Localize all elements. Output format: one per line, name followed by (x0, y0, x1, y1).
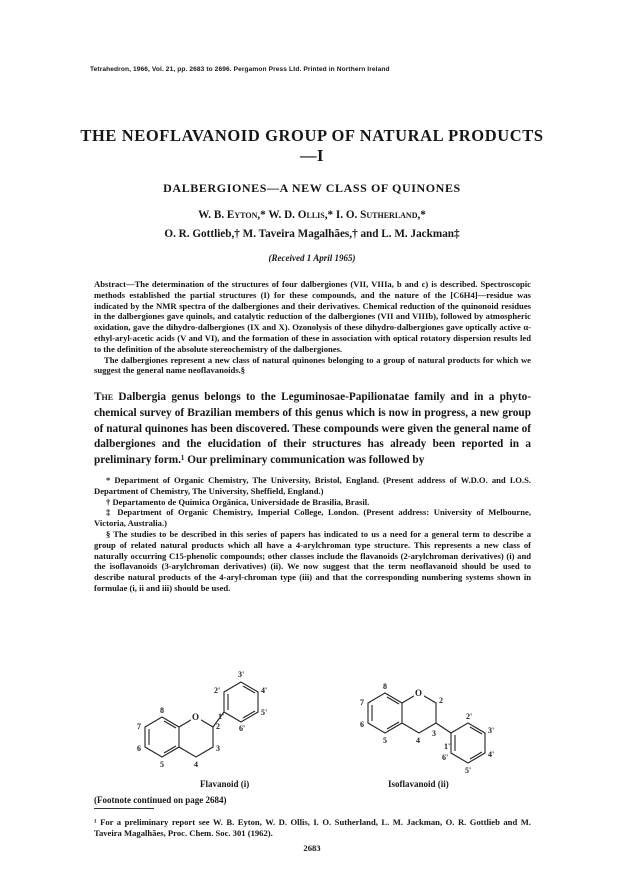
footnote-continued-note: (Footnote continued on page 2684) (94, 795, 227, 805)
author-line-1: W. B. Eyton,* W. D. Ollis,* I. O. Sutherland,* (198, 209, 426, 221)
dropcap-word: The (94, 391, 114, 403)
isoflavanoid-label-2: 2 (439, 696, 443, 705)
flavanoid-label-3p: 3' (238, 670, 245, 679)
isoflavanoid-label-7: 7 (360, 698, 364, 707)
flavanoid-label-5: 5 (160, 760, 164, 769)
flavanoid-label-4p: 4' (261, 686, 268, 695)
abstract (94, 279, 531, 376)
footnote-divider (94, 808, 154, 809)
author-list (80, 206, 544, 244)
flavanoid-label-7: 7 (137, 722, 141, 731)
footnote-1: * Department of Organic Chemistry, The University, Bristol, England. (Present address of W.D.O. and I.O.S. Department of Chemistry, The University, Sheffield, England.) (94, 475, 531, 496)
isoflavanoid-label-6p: 6' (442, 753, 449, 762)
footnote-4: § The studies to be described in this series of papers has indicated to us a need for a general term to describe a group of related natural products which all have a 4-arylchroman type structure. This represents a new class of naturally occurring C15-phenolic compounds; other classes include the flavanoids (2-arylchroman derivatives) (i) and the isoflavanoids (3-arylchroman derivatives) (ii). We now suggest that the term neoflavanoid should be used to describe natural products of the 4-aryl-chroman type (iii) and that the corresponding numbering systems shown in formulae (i, ii and iii) should be used. (94, 528, 531, 593)
flavanoid-label-3: 3 (216, 744, 220, 753)
author-line-2: O. R. Gottlieb,† M. Taveira Magalhães,† and L. M. Jackman‡ (164, 228, 460, 240)
flavanoid-label-2: 2 (216, 722, 220, 731)
footnotes (94, 475, 531, 594)
chemical-structures (100, 663, 540, 778)
isoflavanoid-label-8: 8 (383, 682, 387, 691)
received-prefix: (Received (268, 253, 307, 263)
flavanoid-label-5p: 5' (261, 708, 268, 717)
flavanoid-oxygen-label: O (192, 712, 200, 722)
isoflavanoid-caption: Isoflavanoid (ii) (388, 779, 449, 789)
flavanoid-label-4: 4 (194, 760, 198, 769)
footnote-3: ‡ Department of Organic Chemistry, Imperial College, London. (Present address: University of Melbourne, Victoria, Australia.) (94, 507, 531, 529)
journal-header: Tetrahedron, 1966, Vol. 21, pp. 2683 to 2696. Pergamon Press Ltd. Printed in Northern Ireland (90, 66, 390, 73)
intro-text: Dalbergia genus belongs to the Leguminosae-Papilionatae family and in a phyto-chemical survey of Brazilian members of this genus which is now in progress, a new group of natural quinones has been discovered. These compounds were given the general name of dalbergiones and the elucidation of their structures has already been reported in a preliminary form.¹ Our preliminary communication was followed by (94, 391, 531, 467)
flavanoid-label-1p: 1' (218, 712, 225, 721)
page-number: 2683 (303, 843, 321, 853)
reference-list (94, 817, 531, 839)
isoflavanoid-oxygen-label: O (415, 688, 423, 698)
abstract-paragraph-1 (94, 279, 531, 355)
received-date (80, 253, 544, 263)
reference-1: ¹ For a preliminary report see W. B. Eyton, W. D. Ollis, I. O. Sutherland, L. M. Jackman, O. R. Gottlieb and M. Taveira Magalhães, Proc. Chem. Soc. 301 (1962). (94, 817, 531, 838)
received-date-value: 1 April 1965) (306, 253, 356, 263)
isoflavanoid-label-5: 5 (383, 736, 387, 745)
body-paragraph (94, 390, 531, 469)
intro-paragraph (94, 390, 531, 469)
isoflavanoid-label-3: 3 (432, 729, 436, 738)
isoflavanoid-label-4p: 4' (488, 750, 495, 759)
flavanoid-label-8: 8 (160, 706, 164, 715)
abstract-text: —The determination of the structures of four dalbergiones (VII, VIIIa, b and c) is described. Spectroscopic methods established the partial structures (I) for these compounds, and the nature of the [C6H4]—residue was indicated by the NMR spectra of the dalbergiones and their derivatives. Chemical reduction of the quinonoid residues in the dalbergiones gave quinols, and catalytic reduction of the dalbergiones (VII and VIIIb), followed by atmospheric oxidation, gave the dihydro-dalbergiones (IX and X). Ozonolysis of these dihydro-dalbergiones gave optically active α-ethyl-aryl-acetic acids (V and VI), and the formation of these in association with optical rotatory dispersion results led to the definition of the absolute stereochemistry of the dalbergiones. (94, 279, 531, 354)
abstract-paragraph-2: The dalbergiones represent a new class of natural quinones belonging to a group of natural products for which we suggest the general name neoflavanoids.§ (94, 354, 531, 376)
isoflavanoid-label-1p: 1' (444, 742, 451, 751)
paper-subtitle: DALBERGIONES—A NEW CLASS OF QUINONES (163, 181, 461, 195)
isoflavanoid-label-6: 6 (360, 720, 364, 729)
paper-title: THE NEOFLAVANOID GROUP OF NATURAL PRODUCTS—I (80, 126, 544, 165)
flavanoid-label-2p: 2' (214, 686, 221, 695)
abstract-label: Abstract (94, 279, 126, 289)
footnote-2: † Departamento de Química Orgânica, Universidade de Brasilia, Brasil. (106, 496, 370, 507)
flavanoid-caption: Flavanoid (i) (200, 779, 250, 789)
flavanoid-label-6: 6 (137, 744, 141, 753)
flavanoid-label-6p: 6' (239, 724, 246, 733)
isoflavanoid-label-4: 4 (416, 736, 420, 745)
isoflavanoid-label-2p: 2' (466, 712, 473, 721)
isoflavanoid-label-3p: 3' (488, 726, 495, 735)
isoflavanoid-label-5p: 5' (465, 766, 472, 775)
